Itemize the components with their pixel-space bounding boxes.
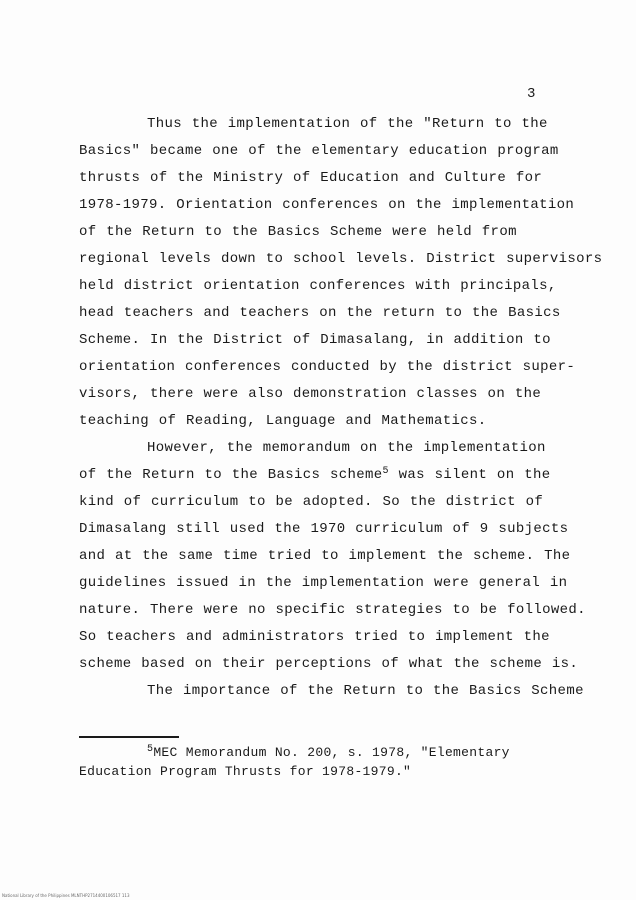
body-line: of the Return to the Basics Scheme were held from [79,224,517,240]
body-line: regional levels down to school levels. District supervisors [79,251,603,267]
footnote-line: Education Program Thrusts for 1978-1979." [79,764,412,779]
footnote-line [147,745,510,760]
body-line: The importance of the Return to the Basics Scheme [147,683,584,699]
body-line: So teachers and administrators tried to implement the [79,629,550,645]
body-line: Scheme. In the District of Dimasalang, in addition to [79,332,551,348]
body-line: 1978-1979. Orientation conferences on the implementation [79,197,575,213]
body-line: guidelines issued in the implementation were general in [79,575,568,591]
archive-watermark: National Library of the Philippines MLNTHP2714400106517 113 [2,893,130,898]
body-line: teaching of Reading, Language and Mathematics. [79,413,487,429]
body-line-part: of the Return to the Basics scheme [79,467,383,483]
body-line: Thus the implementation of the "Return to the [147,116,548,132]
body-line: kind of curriculum to be adopted. So the district of [79,494,544,510]
footnote-reference: 5 [382,466,389,477]
body-line: Dimasalang still used the 1970 curriculum of 9 subjects [79,521,569,537]
body-line: and at the same time tried to implement the scheme. The [79,548,571,564]
body-line: held district orientation conferences with principals, [79,278,557,294]
body-line: nature. There were no specific strategies to be followed. [79,602,586,618]
body-line: scheme based on their perceptions of what the scheme is. [79,656,579,672]
footnote-text: MEC Memorandum No. 200, s. 1978, "Elementary [153,745,510,760]
body-line: Basics" became one of the elementary education program [79,143,559,159]
body-line: However, the memorandum on the implementation [147,440,546,456]
body-line: head teachers and teachers on the return to the Basics [79,305,561,321]
page-number: 3 [527,86,536,102]
footnote-marker: 5 [147,744,154,755]
body-line-part: was silent on the [398,467,551,483]
body-line: visors, there were also demonstration classes on the [79,386,542,402]
footnote-divider [79,736,179,738]
body-line-with-footnote [79,467,550,483]
body-line: thrusts of the Ministry of Education and Culture for [79,170,543,186]
body-line: orientation conferences conducted by the district super- [79,359,576,375]
